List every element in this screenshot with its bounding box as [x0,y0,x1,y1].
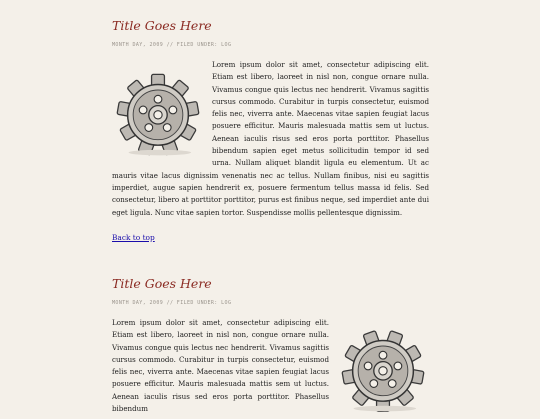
post-title: Title Goes Here [112,276,212,291]
post-body: Lorem ipsum dolor sit amet, consectetur adipiscing elit. Etiam est libero, laoreet in nisl non, congue ornare nulla. Vivamus congue quis lectus nec hendrerit. Vivamus sagittis cursus commodo. Curabitur in turpis consectetur, euismod felis nec, viverra ante. Maecenas vitae sapien feugiat lacus posuere efficitur. Mauris malesuada mattis sem ut luctus. Aenean iaculis risus sed eros porta porttitor. Phasellus bibendum [112,318,329,414]
post-meta: MONTH DAY, 2009 // FILED UNDER: LOG [112,42,232,48]
gear-icon [337,323,429,415]
gear-drawing [117,74,199,155]
blog-post [112,18,429,243]
blog-post [112,276,429,419]
back-to-top-link[interactable]: Back to top [112,232,155,242]
gear-icon [112,67,204,159]
gear-drawing [342,331,424,412]
post-body: Lorem ipsum dolor sit amet, consectetur adipiscing elit. Etiam est libero, laoreet in nisl non, congue ornare nulla. Vivamus congue quis lectus nec hendrerit. Vivamus sagittis cursus commodo. Curabitur in turpis consectetur, euismod felis nec, viverra ante. Maecenas vitae sapien feugiat lacus posuere efficitur. Mauris malesuada mattis sem ut luctus. Aenean iaculis risus sed eros porta porttitor. Phasellus bibendum sapien eget metus sollicitudin tempor id sed urna. Nullam aliquet blandit ligula eu elementum. Ut ac mauris vitae lacus dignissim venenatis nec ac tellus. Nullam finibus, nisi eu sagittis imperdiet, augue sapien hendrerit ex, posuere fermentum tellus massa id felis. Sed consectetur, libero at porttitor porttitor, purus est finibus neque, sed imperdiet ante dui eget ligula. Nunc vitae sapien tortor. Suspendisse mollis pellentesque dignissim. [112,60,429,217]
post-meta: MONTH DAY, 2009 // FILED UNDER: LOG [112,300,232,306]
post-title: Title Goes Here [112,18,212,33]
